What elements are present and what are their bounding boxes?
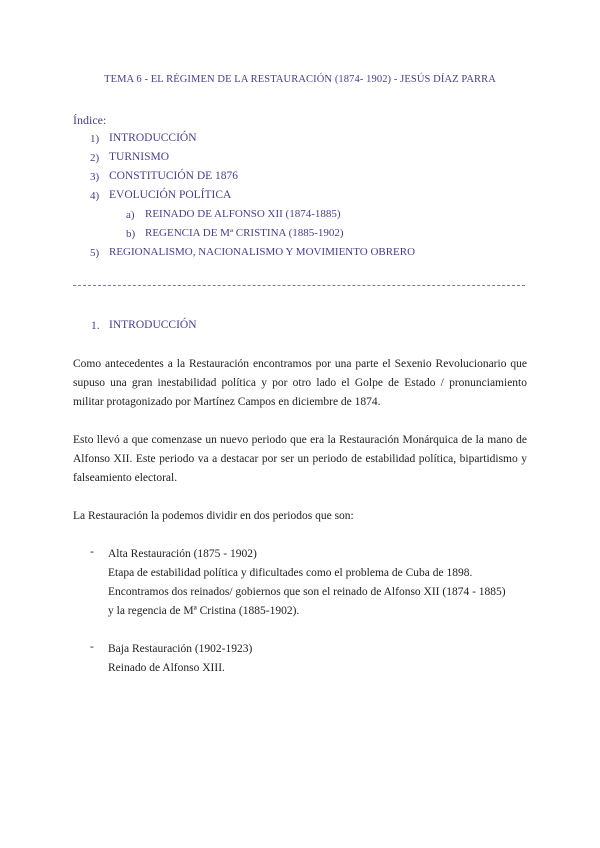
list-item-line: Alta Restauración (1875 - 1902): [108, 548, 257, 560]
toc-item-constitucion[interactable]: CONSTITUCIÓN DE 1876: [109, 170, 239, 182]
list-item-line: Etapa de estabilidad política y dificultades como el problema de Cuba de 1898.: [108, 567, 473, 579]
list-item-line: Encontramos dos reinados/ gobiernos que son el reinado de Alfonso XII (1874 - 1885): [108, 586, 506, 598]
toc-subitem-letter: b): [126, 228, 136, 240]
paragraph-division: La Restauración la podemos dividir en dos periodos que son:: [73, 510, 354, 522]
section-separator: [73, 285, 525, 286]
paragraph-nuevo-periodo: Esto llevó a que comenzase un nuevo periodo que era la Restauración Monárquica de la mano de Alfonso XII. Este periodo va a destacar por ser un periodo de estabilidad política, bipartidismo y falseamiento electoral.: [73, 434, 527, 484]
toc-item-number: 4): [90, 190, 100, 202]
list-item-line: y la regencia de Mª Cristina (1885-1902).: [108, 605, 300, 617]
section-heading: INTRODUCCIÓN: [109, 319, 197, 331]
toc-item-regionalismo[interactable]: REGIONALISMO, NACIONALISMO Y MOVIMIENTO OBRERO: [109, 246, 416, 258]
toc-item-introduccion[interactable]: INTRODUCCIÓN: [109, 132, 197, 144]
section-number: 1.: [91, 320, 100, 332]
toc-item-number: 3): [90, 171, 100, 183]
bullet-marker: -: [90, 546, 94, 558]
paragraph-antecedentes: Como antecedentes a la Restauración encontramos por una parte el Sexenio Revolucionario que supuso una gran inestabilidad política y por otro lado el Golpe de Estado / pronunciamiento militar protagonizado por Martínez Campos en diciembre de 1874.: [73, 358, 527, 408]
toc-subitem-letter: a): [126, 209, 135, 221]
list-item-line: Baja Restauración (1902-1923): [108, 643, 253, 655]
toc-item-evolucion-politica[interactable]: EVOLUCIÓN POLÍTICA: [109, 189, 232, 201]
list-item-line: Reinado de Alfonso XIII.: [108, 662, 225, 674]
toc-item-turnismo[interactable]: TURNISMO: [109, 151, 170, 163]
toc-item-number: 2): [90, 152, 100, 164]
index-heading: Índice:: [73, 113, 107, 127]
toc-subitem-alfonso-xii[interactable]: REINADO DE ALFONSO XII (1874-1885): [145, 208, 341, 220]
toc-subitem-regencia[interactable]: REGENCIA DE Mª CRISTINA (1885-1902): [145, 227, 344, 239]
toc-item-number: 1): [90, 133, 100, 145]
document-title: TEMA 6 - EL RÉGIMEN DE LA RESTAURACIÓN (1874- 1902) - JESÚS DÍAZ PARRA: [104, 74, 496, 85]
bullet-marker: -: [90, 641, 94, 653]
toc-item-number: 5): [90, 247, 100, 259]
